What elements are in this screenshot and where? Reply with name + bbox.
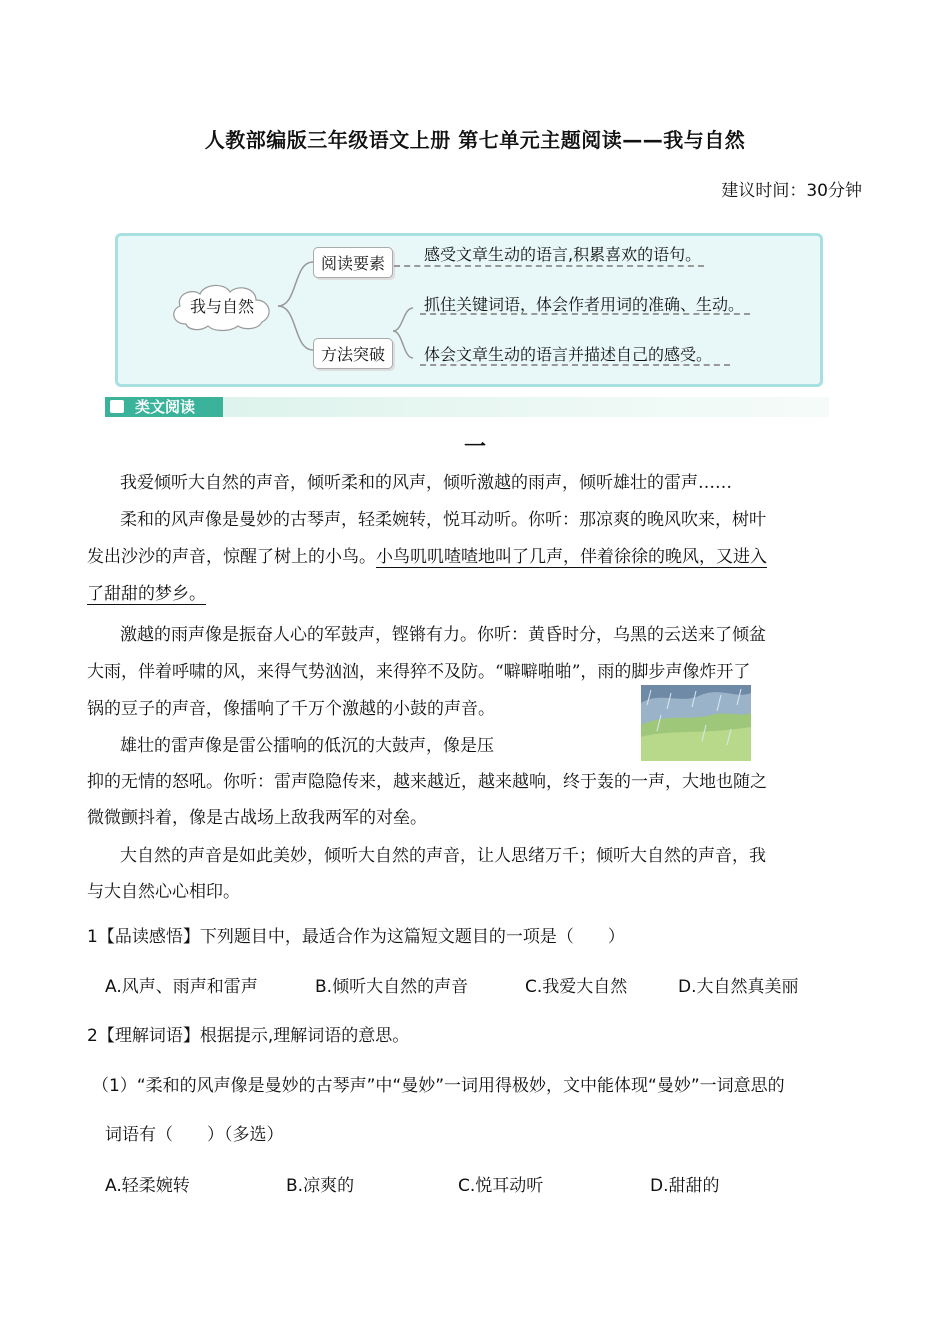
section-banner bbox=[105, 397, 829, 417]
para-2-line-3: 了甜甜的梦乡。 bbox=[87, 584, 206, 604]
para-5-line-1: 大自然的声音是如此美妙，倾听大自然的声音，让人思绪万千；倾听大自然的声音，我 bbox=[120, 846, 766, 866]
question-2: 2【理解词语】根据提示,理解词语的意思。 bbox=[87, 1026, 410, 1046]
leaf-method-2: 体会文章生动的语言并描述自己的感受。 bbox=[424, 345, 713, 364]
banner-label: 类文阅读 bbox=[135, 398, 196, 416]
q2-option-b[interactable]: B.凉爽的 bbox=[286, 1176, 355, 1196]
underlined-sentence: 小鸟叽叽喳喳地叫了几声，伴着徐徐的晚风，又进入 bbox=[376, 547, 767, 567]
dashed-line-1 bbox=[394, 265, 704, 267]
q1-option-c[interactable]: C.我爱大自然 bbox=[525, 977, 628, 997]
q2-option-d[interactable]: D.甜甜的 bbox=[650, 1176, 720, 1196]
para-2-text: 发出沙沙的声音，惊醒了树上的小鸟。 bbox=[87, 547, 376, 567]
suggested-time: 建议时间：30分钟 bbox=[721, 181, 862, 201]
question-2-1-line-1: （1）“柔和的风声像是曼妙的古琴声”中“曼妙”一词用得极妙，文中能体现“曼妙”一词意思的 bbox=[92, 1076, 785, 1096]
para-3-line-2: 大雨，伴着呼啸的风，来得气势汹汹，来得猝不及防。“噼噼啪啪”，雨的脚步声像炸开了 bbox=[87, 662, 751, 682]
q1-option-d[interactable]: D.大自然真美丽 bbox=[678, 977, 799, 997]
para-5-line-2: 与大自然心心相印。 bbox=[87, 882, 240, 902]
mindmap-panel bbox=[115, 233, 823, 387]
q2-option-c[interactable]: C.悦耳动听 bbox=[458, 1176, 544, 1196]
para-1: 我爱倾听大自然的声音，倾听柔和的风声，倾听激越的雨声，倾听雄壮的雷声…… bbox=[120, 473, 732, 493]
leaf-reading-1: 感受文章生动的语言,积累喜欢的语句。 bbox=[424, 245, 702, 264]
para-4-line-1: 雄壮的雷声像是雷公擂响的低沉的大鼓声，像是压 bbox=[120, 736, 494, 756]
branch-method: 方法突破 bbox=[313, 338, 393, 369]
mindmap-center: 我与自然 bbox=[189, 297, 254, 316]
para-3-line-1: 激越的雨声像是振奋人心的军鼓声，铿锵有力。你听：黄昏时分，乌黑的云送来了倾盆 bbox=[120, 625, 766, 645]
banner-tag bbox=[105, 397, 223, 417]
leaf-method-1: 抓住关键词语，体会作者用词的准确、生动。 bbox=[424, 295, 745, 314]
para-2-line-2 bbox=[87, 539, 767, 576]
rainy-landscape-image bbox=[641, 685, 751, 761]
page-title: 人教部编版三年级语文上册 第七单元主题阅读——我与自然 bbox=[204, 128, 746, 152]
para-4-line-2: 抑的无情的怒吼。你听：雷声隐隐传来，越来越近，越来越响，终于轰的一声，大地也随之 bbox=[87, 772, 767, 792]
para-4-line-3: 微微颤抖着，像是古战场上敌我两军的对垒。 bbox=[87, 808, 427, 828]
q1-option-a[interactable]: A.风声、雨声和雷声 bbox=[105, 977, 258, 997]
q1-option-b[interactable]: B.倾听大自然的声音 bbox=[315, 977, 469, 997]
book-icon bbox=[110, 400, 124, 413]
para-3-line-3: 锅的豆子的声音，像擂响了千万个激越的小鼓的声音。 bbox=[87, 699, 495, 719]
branch-reading-elements: 阅读要素 bbox=[313, 247, 393, 278]
question-1: 1【品读感悟】下列题目中，最适合作为这篇短文题目的一项是（ ） bbox=[87, 927, 625, 947]
q2-option-a[interactable]: A.轻柔婉转 bbox=[105, 1176, 190, 1196]
question-2-1-line-2: 词语有（ ）（多选） bbox=[105, 1125, 284, 1145]
passage-number: 一 bbox=[463, 435, 486, 460]
para-2-line-1: 柔和的风声像是曼妙的古琴声，轻柔婉转，悦耳动听。你听：那凉爽的晚风吹来，树叶 bbox=[120, 510, 766, 530]
